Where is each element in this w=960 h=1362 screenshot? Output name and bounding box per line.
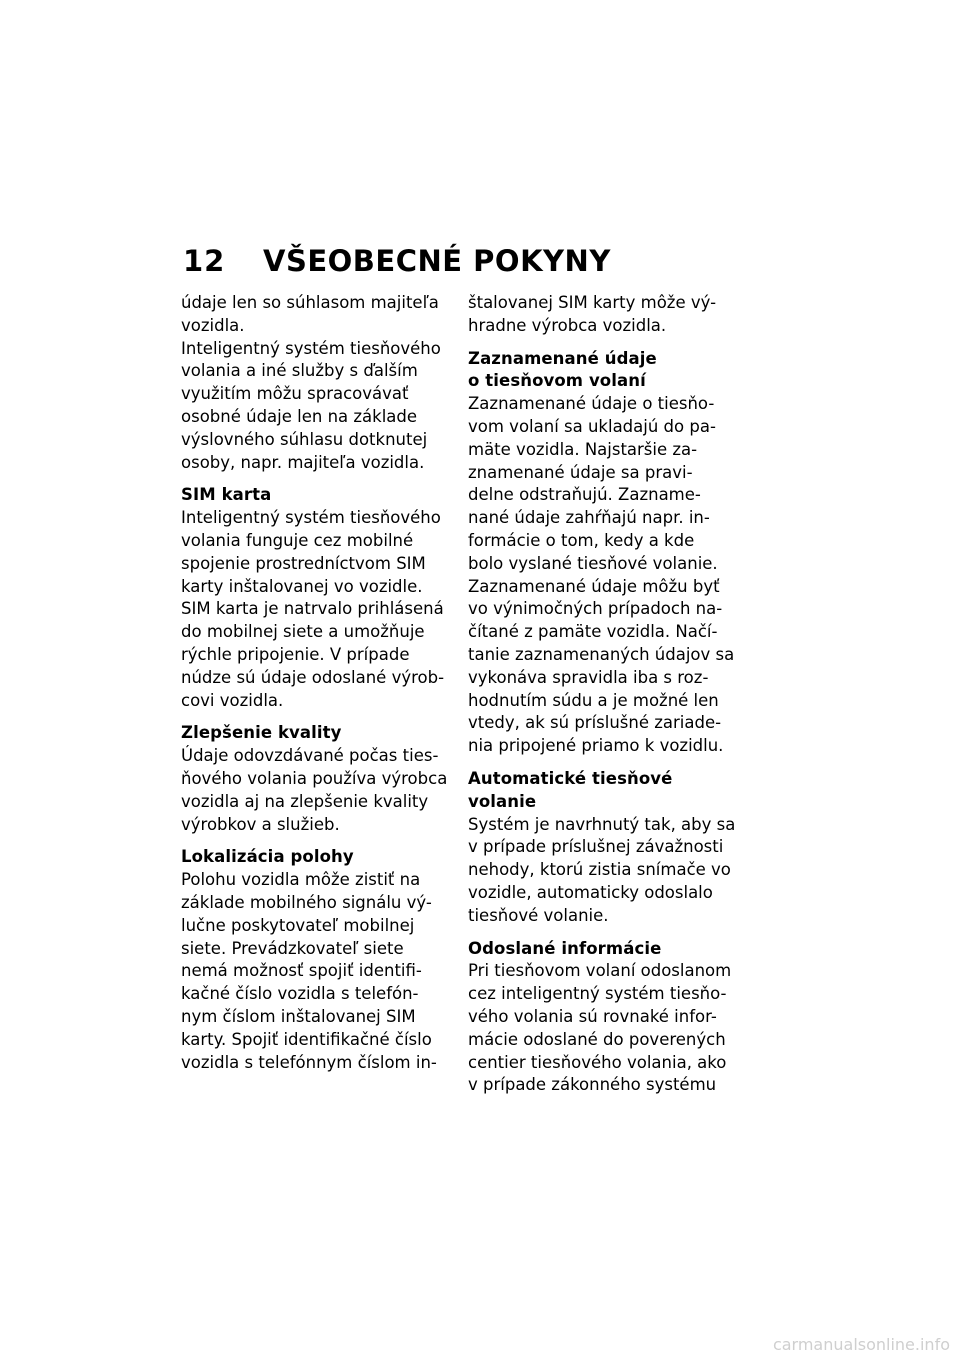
chapter-number: 12 (183, 244, 226, 278)
text-line: vozidle, automaticky odoslalo (468, 882, 713, 902)
watermark: carmanualsonline.info (772, 1335, 950, 1354)
text-line: nemá možnosť spojiť identifi- (181, 961, 422, 981)
left-column (181, 292, 457, 1084)
text-line: Inteligentný systém tiesňového (181, 508, 441, 528)
text-line: kačné číslo vozidla s telefón- (181, 984, 419, 1004)
text-line: Inteligentný systém tiesňového (181, 338, 441, 358)
text-line: základe mobilného signálu vý- (181, 892, 432, 912)
text-line: nia pripojené priamo k vozidlu. (468, 736, 724, 756)
text-line: využitím môžu spracovávať (181, 384, 409, 404)
text-line: hodnutím súdu a je možné len (468, 690, 719, 710)
section-heading: Automatické tiesňové volanie (468, 768, 673, 811)
section-heading: Zaznamenané údaje (468, 348, 657, 368)
text-line: hradne výrobca vozidla. (468, 315, 667, 335)
text-line: vozidla s telefónnym číslom in- (181, 1052, 437, 1072)
text-line: vého volania sú rovnaké infor- (468, 1006, 717, 1026)
text-line: karty. Spojiť identifikačné číslo (181, 1029, 432, 1049)
text-line: Polohu vozidla môže zistiť na (181, 870, 421, 890)
text-line: karty inštalovanej vo vozidle. (181, 576, 423, 596)
text-line: núdze sú údaje odoslané výrob- (181, 667, 445, 687)
text-line: čítané z pamäte vozidla. Načí- (468, 622, 718, 642)
continued-paragraph (468, 292, 744, 338)
text-line: osoby, napr. majiteľa vozidla. (181, 452, 425, 472)
text-line: delne odstraňujú. Zazname- (468, 485, 701, 505)
section-automatic-call (468, 768, 744, 928)
section-heading: Lokalizácia polohy (181, 847, 354, 867)
text-line: SIM karta je natrvalo prihlásená (181, 599, 444, 619)
text-line: znamenané údaje sa pravi- (468, 462, 693, 482)
text-line: Zaznamenané údaje o tiesňo- (468, 394, 715, 414)
text-line: nym číslom inštalovanej SIM (181, 1006, 416, 1026)
section-quality (181, 722, 457, 836)
text-line: nané údaje zahŕňajú napr. in- (468, 508, 710, 528)
text-line: cez inteligentný systém tiesňo- (468, 984, 727, 1004)
text-line: bolo vyslané tiesňové volanie. (468, 553, 718, 573)
intro-paragraph (181, 292, 457, 474)
text-line: štalovanej SIM karty môže vý- (468, 293, 717, 312)
text-line: covi vozidla. (181, 690, 284, 710)
text-line: vtedy, ak sú príslušné zariade- (468, 713, 722, 733)
section-sent-info (468, 938, 744, 1098)
text-line: centier tiesňového volania, ako (468, 1052, 727, 1072)
chapter-title: VŠEOBECNÉ POKYNY (263, 244, 611, 278)
section-recorded-data (468, 348, 744, 758)
text-line: vozidla aj na zlepšenie kvality (181, 791, 429, 811)
text-line: vo výnimočných prípadoch na- (468, 599, 723, 619)
text-line: do mobilnej siete a umožňuje (181, 622, 425, 642)
right-column (468, 292, 744, 1107)
text-line: vom volaní sa ukladajú do pa- (468, 416, 716, 436)
text-line: volania a iné služby s ďalším (181, 361, 418, 381)
text-line: vozidla. (181, 315, 245, 335)
text-line: údaje len so súhlasom majiteľa (181, 293, 439, 312)
text-line: vykonáva spravidla iba s roz- (468, 667, 709, 687)
text-line: lučne poskytovateľ mobilnej (181, 915, 415, 935)
text-line: mäte vozidla. Najstaršie za- (468, 439, 698, 459)
text-line: výrobkov a služieb. (181, 814, 340, 834)
section-sim-card (181, 484, 457, 712)
text-line: tiesňové volanie. (468, 905, 609, 925)
section-heading: o tiesňovom volaní (468, 371, 646, 391)
text-line: volania funguje cez mobilné (181, 530, 414, 550)
section-heading: Odoslané informácie (468, 938, 662, 958)
text-line: Zaznamenané údaje môžu byť (468, 576, 720, 596)
text-line: ňového volania používa výrobca (181, 768, 448, 788)
text-line: Systém je navrhnutý tak, aby sa (468, 814, 736, 834)
text-line: siete. Prevádzkovateľ siete (181, 938, 404, 958)
text-line: rýchle pripojenie. V prípade (181, 644, 410, 664)
text-line: Pri tiesňovom volaní odoslanom (468, 961, 732, 981)
chapter-header (183, 244, 611, 284)
text-line: spojenie prostredníctvom SIM (181, 553, 426, 573)
text-line: výslovného súhlasu dotknutej (181, 429, 428, 449)
section-heading: SIM karta (181, 485, 272, 505)
text-line: osobné údaje len na základe (181, 406, 418, 426)
text-line: v prípade príslušnej závažnosti (468, 837, 724, 857)
text-line: formácie o tom, kedy a kde (468, 530, 695, 550)
section-heading: Zlepšenie kvality (181, 723, 342, 743)
text-line: Údaje odovzdávané počas ties- (181, 746, 439, 766)
section-location (181, 846, 457, 1074)
text-line: v prípade zákonného systému (468, 1075, 717, 1095)
text-line: mácie odoslané do poverených (468, 1029, 726, 1049)
text-line: tanie zaznamenaných údajov sa (468, 644, 735, 664)
text-line: nehody, ktorú zistia snímače vo (468, 860, 731, 880)
